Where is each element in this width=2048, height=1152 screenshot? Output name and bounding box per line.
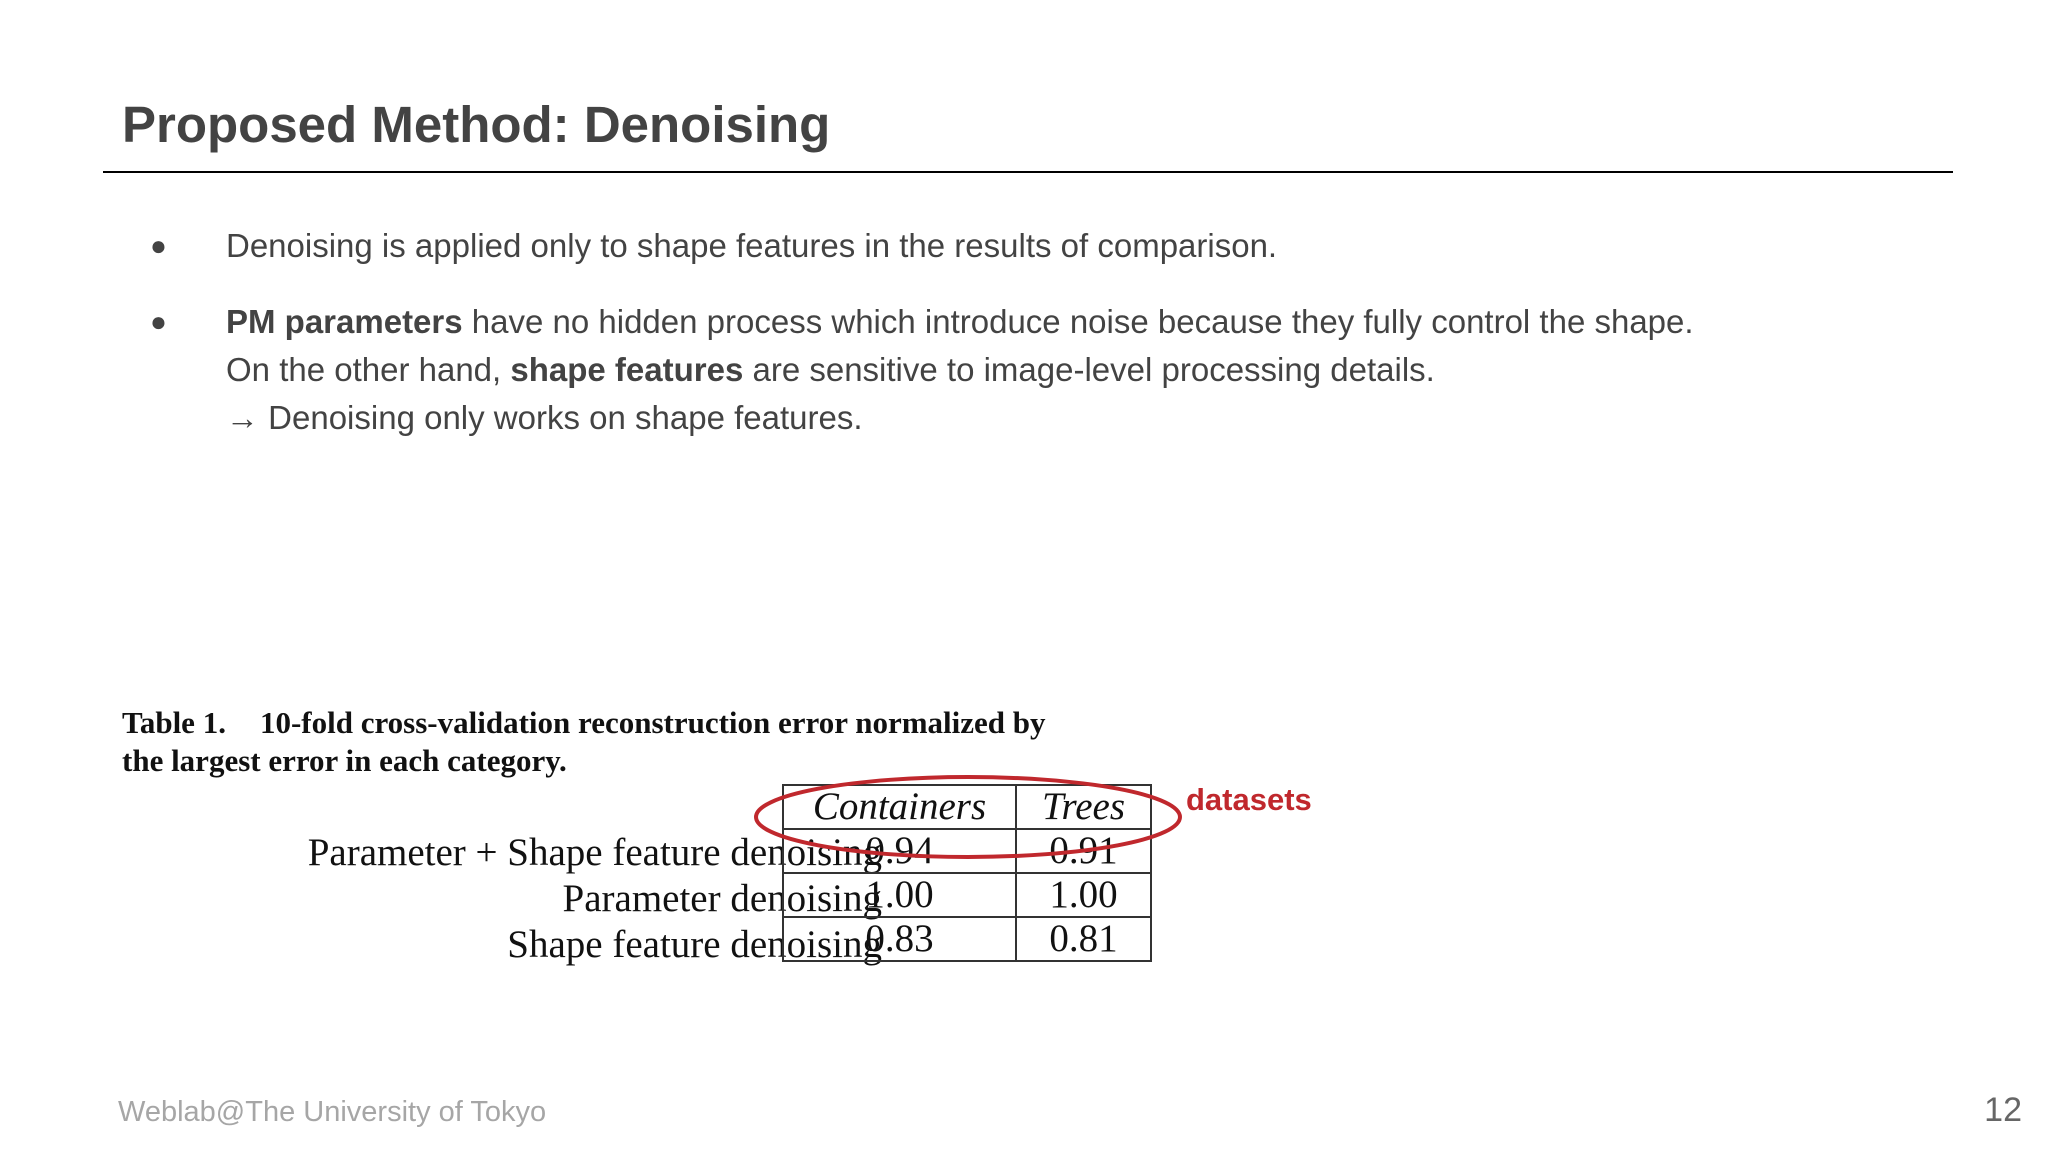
table-row-label: Parameter denoising	[562, 877, 882, 920]
bullet-2-line-1-rest: have no hidden process which introduce noise because they fully control the shape.	[462, 303, 1694, 340]
table-cell: 0.91	[1016, 829, 1151, 873]
datasets-highlight-ellipse	[752, 772, 1184, 862]
table-cell: 0.94	[783, 829, 1016, 873]
slide-title: Proposed Method: Denoising	[122, 96, 831, 153]
pm-parameters-emphasis: PM parameters	[226, 303, 463, 340]
table-cell: 0.83	[783, 917, 1016, 961]
bullet-dot-icon: ●	[150, 306, 167, 337]
table-caption-line-2: the largest error in each category.	[122, 743, 567, 778]
bullet-2-line-2-start: On the other hand,	[226, 351, 511, 388]
page-number: 12	[1984, 1091, 2022, 1129]
table-caption-line-1: 10-fold cross-validation reconstruction error normalized by	[259, 705, 1046, 740]
table-caption	[122, 704, 1142, 780]
bullet-1-text: Denoising is applied only to shape features in the results of comparison.	[226, 227, 1278, 264]
shape-features-emphasis: shape features	[510, 351, 744, 388]
table-row-label: Shape feature denoising	[507, 923, 882, 966]
bullet-2-line-2	[226, 346, 1950, 394]
bullet-2-line-3: → Denoising only works on shape features.	[226, 399, 863, 436]
bullet-item-1	[150, 222, 1950, 270]
table-row	[783, 873, 1151, 917]
table-row-label: Parameter + Shape feature denoising	[307, 831, 882, 874]
table-cell: 1.00	[1016, 873, 1151, 917]
column-header-containers: Containers	[783, 785, 1016, 829]
highlight-ellipse-shape	[756, 777, 1180, 857]
table-caption-number: Table 1.	[122, 705, 226, 740]
bullet-2-line-2-rest: are sensitive to image-level processing details.	[743, 351, 1435, 388]
table-row	[783, 917, 1151, 961]
bullet-list	[150, 222, 1950, 470]
column-header-trees: Trees	[1016, 785, 1151, 829]
footer-affiliation: Weblab@The University of Tokyo	[118, 1096, 547, 1128]
datasets-annotation-label: datasets	[1186, 782, 1312, 817]
table-cell: 1.00	[783, 873, 1016, 917]
bullet-2-line-1	[226, 298, 1950, 346]
title-divider	[103, 171, 1953, 173]
bullet-dot-icon: ●	[150, 230, 167, 261]
bullet-item-2	[150, 298, 1950, 442]
table-cell: 0.81	[1016, 917, 1151, 961]
